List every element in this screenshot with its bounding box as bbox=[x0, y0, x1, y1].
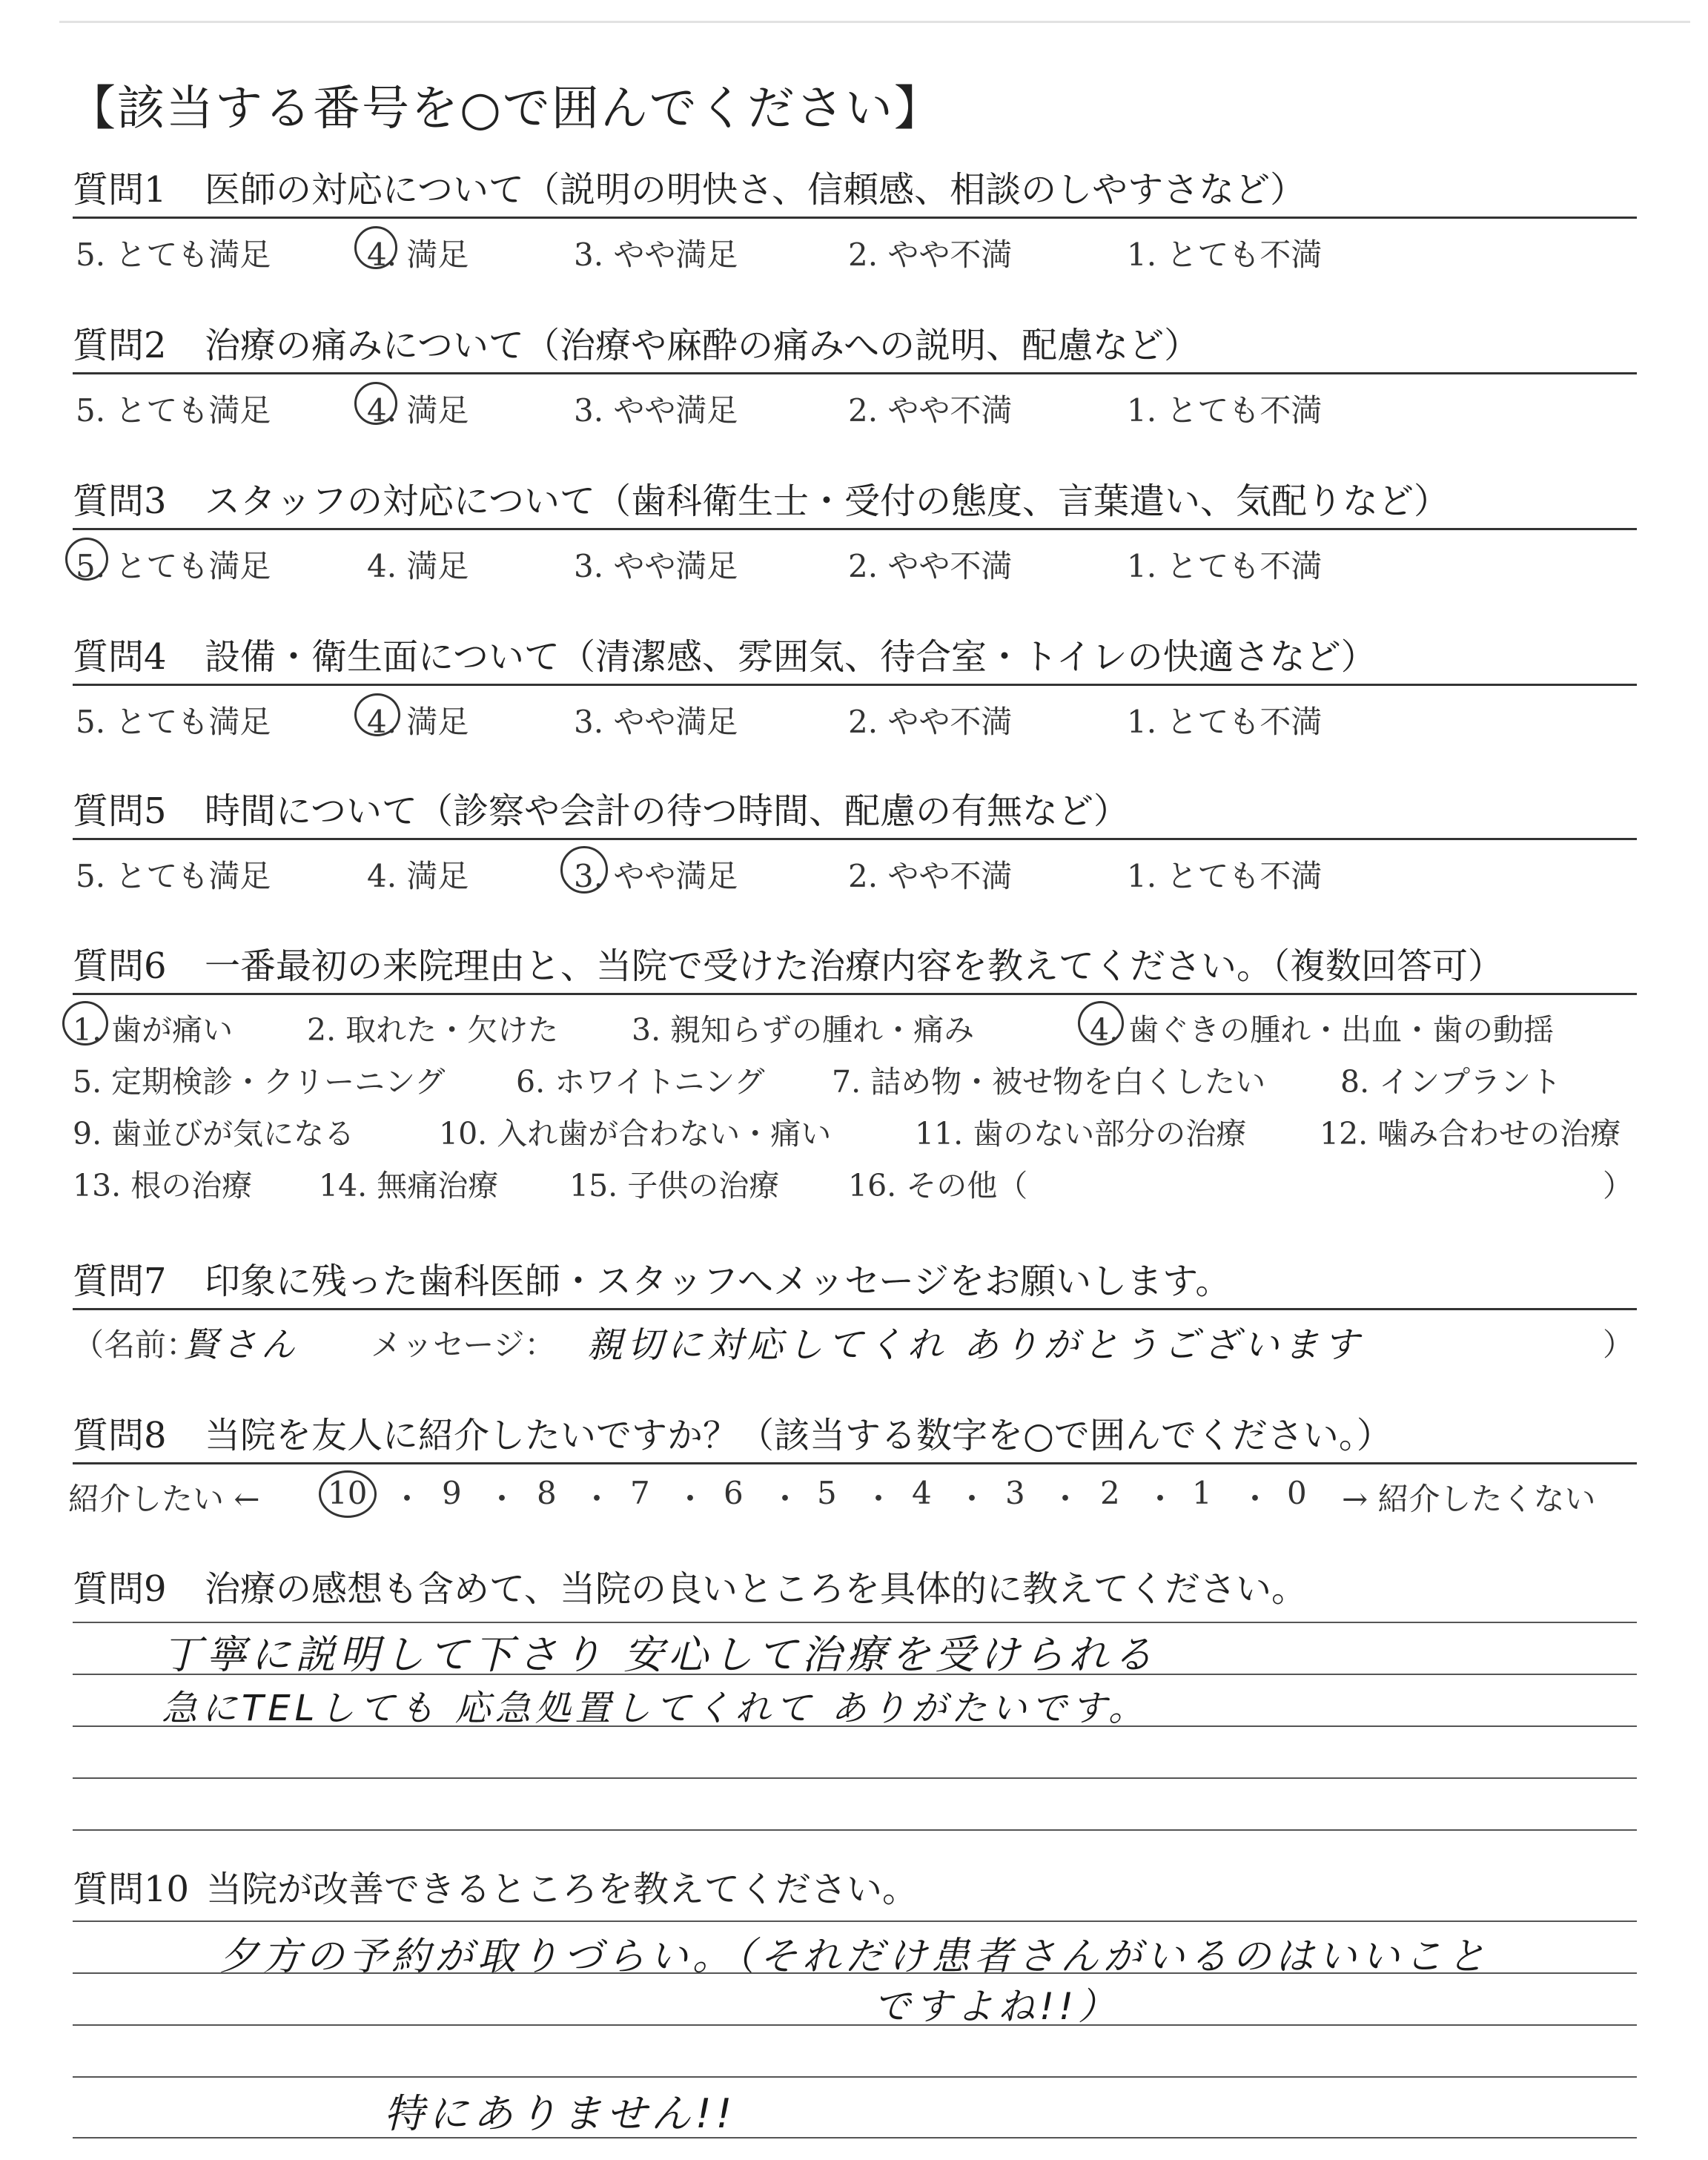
scale-7[interactable]: 7 bbox=[630, 1475, 650, 1511]
question-text: 治療の感想も含めて、当院の良いところを具体的に教えてください。 bbox=[205, 1568, 1308, 1610]
question-5 bbox=[73, 790, 1637, 894]
option-14[interactable]: 14. 無痛治療 bbox=[319, 1168, 499, 1203]
option-4[interactable]: 4. 満足 bbox=[367, 858, 469, 894]
top-rule bbox=[59, 21, 1690, 23]
handwritten-answer: 夕方の予約が取りづらい。（それだけ患者さんがいるのはいいこと bbox=[219, 1935, 1491, 1979]
rating-options bbox=[73, 686, 1637, 739]
question-1 bbox=[73, 169, 1637, 272]
rating-options bbox=[73, 840, 1637, 894]
ruled-line bbox=[73, 1920, 1637, 1922]
scale-10[interactable]: 10 bbox=[328, 1475, 368, 1511]
question-number: 質問8 bbox=[73, 1415, 167, 1456]
option-1[interactable]: 1. とても不満 bbox=[1127, 704, 1323, 740]
question-header bbox=[73, 1869, 1637, 1916]
ruled-line bbox=[73, 2137, 1637, 2138]
question-number: 質問6 bbox=[73, 945, 167, 987]
question-header bbox=[73, 1415, 1637, 1464]
scale-dot: ・ bbox=[1239, 1481, 1271, 1517]
question-text: 印象に残った歯科医師・スタッフへメッセージをお願いします。 bbox=[205, 1261, 1231, 1302]
option-1[interactable]: 1. とても不満 bbox=[1127, 548, 1323, 584]
scale-dot: ・ bbox=[1145, 1481, 1176, 1517]
option-1[interactable]: 1. 歯が痛い bbox=[73, 1012, 234, 1048]
message-value[interactable]: 親切に対応してくれ ありがとうございます bbox=[587, 1324, 1364, 1366]
question-header bbox=[73, 169, 1637, 219]
question-text: 治療の痛みについて（治療や麻酔の痛みへの説明、配慮など） bbox=[205, 325, 1200, 366]
question-6 bbox=[73, 945, 1637, 1203]
question-header bbox=[73, 480, 1637, 530]
option-4[interactable]: 4. 満足 bbox=[367, 548, 469, 584]
question-header bbox=[73, 945, 1637, 995]
question-number: 質問4 bbox=[73, 636, 167, 678]
question-text: 当院を友人に紹介したいですか？（該当する数字を○で囲んでください。） bbox=[205, 1415, 1392, 1456]
option-4[interactable]: 4. 歯ぐきの腫れ・出血・歯の動揺 bbox=[1090, 1012, 1555, 1048]
option-5[interactable]: 5. 定期検診・クリーニング bbox=[73, 1064, 446, 1100]
question-header bbox=[73, 636, 1637, 686]
option-3[interactable]: 3. やや満足 bbox=[574, 237, 738, 273]
name-label: （名前： bbox=[73, 1327, 198, 1363]
option-3[interactable]: 3. やや満足 bbox=[574, 392, 738, 429]
option-5[interactable]: 5. とても満足 bbox=[76, 548, 271, 584]
option-5[interactable]: 5. とても満足 bbox=[76, 237, 271, 273]
question-header bbox=[73, 325, 1637, 374]
option-row bbox=[73, 995, 1637, 1047]
scale-dot: ・ bbox=[486, 1481, 518, 1517]
recommend-scale bbox=[68, 1464, 1637, 1521]
option-1[interactable]: 1. とても不満 bbox=[1127, 858, 1323, 894]
handwritten-answer: 特にありません!! bbox=[384, 2090, 737, 2137]
question-number: 質問3 bbox=[73, 480, 167, 522]
option-4[interactable]: 4. 満足 bbox=[367, 704, 469, 740]
scale-0[interactable]: 0 bbox=[1287, 1475, 1307, 1511]
question-text: 当院が改善できるところを教えてください。 bbox=[206, 1869, 918, 1910]
question-number: 質問2 bbox=[73, 325, 167, 366]
option-11[interactable]: 11. 歯のない部分の治療 bbox=[915, 1116, 1247, 1152]
option-15[interactable]: 15. 子供の治療 bbox=[569, 1168, 780, 1203]
option-4[interactable]: 4. 満足 bbox=[367, 392, 469, 429]
question-header bbox=[73, 1568, 1637, 1616]
question-number: 質問1 bbox=[73, 169, 167, 211]
question-text: 時間について（診察や会計の待つ時間、配慮の有無など） bbox=[205, 790, 1130, 832]
option-2[interactable]: 2. やや不満 bbox=[848, 392, 1013, 429]
question-text: 設備・衛生面について（清潔感、雰囲気、待合室・トイレの快適さなど） bbox=[205, 636, 1377, 678]
other-close-paren: ） bbox=[1603, 1168, 1633, 1203]
question-7 bbox=[73, 1261, 1637, 1367]
option-1[interactable]: 1. とても不満 bbox=[1127, 392, 1323, 429]
option-13[interactable]: 13. 根の治療 bbox=[73, 1168, 253, 1203]
scale-5[interactable]: 5 bbox=[817, 1475, 837, 1511]
message-close-paren: ） bbox=[1603, 1327, 1635, 1363]
rating-options bbox=[73, 374, 1637, 428]
option-2[interactable]: 2. やや不満 bbox=[848, 548, 1013, 584]
rating-options bbox=[73, 219, 1637, 272]
scale-dot: ・ bbox=[1050, 1481, 1082, 1517]
question-3 bbox=[73, 480, 1637, 584]
question-header bbox=[73, 790, 1637, 840]
ruled-line bbox=[73, 1777, 1637, 1779]
message-label: メッセージ： bbox=[371, 1327, 556, 1363]
option-2[interactable]: 2. やや不満 bbox=[848, 858, 1013, 894]
ruled-line bbox=[73, 1829, 1637, 1831]
scale-3[interactable]: 3 bbox=[1005, 1475, 1025, 1511]
handwritten-answer: ですよね!!） bbox=[873, 1985, 1120, 2028]
question-number: 質問7 bbox=[73, 1261, 167, 1302]
scale-right-label: → 紹介したくない bbox=[1342, 1481, 1596, 1517]
question-number: 質問10 bbox=[73, 1869, 190, 1910]
question-text: 医師の対応について（説明の明快さ、信頼感、相談のしやすさなど） bbox=[205, 169, 1306, 211]
option-3[interactable]: 3. やや満足 bbox=[574, 704, 738, 740]
option-9[interactable]: 9. 歯並びが気になる bbox=[73, 1116, 355, 1152]
option-3[interactable]: 3. やや満足 bbox=[574, 858, 738, 894]
option-3[interactable]: 3. やや満足 bbox=[574, 548, 738, 584]
ruled-line bbox=[73, 2024, 1637, 2026]
option-3[interactable]: 3. 親知らずの腫れ・痛み bbox=[632, 1012, 975, 1048]
name-value[interactable]: 賢さん bbox=[184, 1324, 299, 1364]
answer-area[interactable] bbox=[73, 1916, 1637, 2153]
scale-dot: ・ bbox=[769, 1481, 801, 1517]
scale-dot: ・ bbox=[581, 1481, 613, 1517]
option-2[interactable]: 2. 取れた・欠けた bbox=[307, 1012, 559, 1048]
question-4 bbox=[73, 636, 1637, 739]
scale-dot: ・ bbox=[956, 1481, 988, 1517]
option-6[interactable]: 6. ホワイトニング bbox=[516, 1064, 765, 1100]
handwritten-answer: 急にTELしても 応急処置してくれて ありがたいです。 bbox=[162, 1688, 1149, 1729]
scale-6[interactable]: 6 bbox=[724, 1475, 744, 1511]
question-2 bbox=[73, 325, 1637, 428]
option-2[interactable]: 2. やや不満 bbox=[848, 704, 1013, 740]
scale-dot: ・ bbox=[675, 1481, 706, 1517]
page-title: 【該当する番号を○で囲んでください】 bbox=[68, 82, 943, 136]
handwritten-answer: 丁寧に説明して下さり 安心して治療を受けられる bbox=[162, 1631, 1158, 1678]
scale-1[interactable]: 1 bbox=[1192, 1475, 1212, 1511]
question-header bbox=[73, 1261, 1637, 1310]
option-row bbox=[73, 1047, 1637, 1099]
option-4[interactable]: 4. 満足 bbox=[367, 237, 469, 273]
scale-dot: ・ bbox=[863, 1481, 895, 1517]
option-2[interactable]: 2. やや不満 bbox=[848, 237, 1013, 273]
scale-4[interactable]: 4 bbox=[912, 1475, 932, 1511]
question-text: スタッフの対応について（歯科衛生士・受付の態度、言葉遣い、気配りなど） bbox=[205, 480, 1450, 522]
ruled-line bbox=[73, 2076, 1637, 2078]
question-number: 質問5 bbox=[73, 790, 167, 832]
option-16[interactable]: 16. その他（ bbox=[848, 1168, 1028, 1203]
option-10[interactable]: 10. 入れ歯が合わない・痛い bbox=[439, 1116, 832, 1152]
question-number: 質問9 bbox=[73, 1568, 167, 1610]
rating-options bbox=[73, 530, 1637, 584]
option-5[interactable]: 5. とても満足 bbox=[76, 392, 271, 429]
scale-dot: ・ bbox=[391, 1481, 423, 1517]
option-8[interactable]: 8. インプラント bbox=[1340, 1064, 1562, 1100]
scale-9[interactable]: 9 bbox=[442, 1475, 462, 1511]
option-5[interactable]: 5. とても満足 bbox=[76, 858, 271, 894]
option-1[interactable]: 1. とても不満 bbox=[1127, 237, 1323, 273]
scale-left-label: 紹介したい ← bbox=[68, 1481, 260, 1517]
question-8 bbox=[68, 1415, 1637, 1521]
option-7[interactable]: 7. 詰め物・被せ物を白くしたい bbox=[832, 1064, 1266, 1100]
option-row bbox=[73, 1151, 1637, 1203]
question-text: 一番最初の来院理由と、当院で受けた治療内容を教えてください。（複数回答可） bbox=[205, 945, 1504, 987]
option-row bbox=[73, 1099, 1637, 1151]
option-12[interactable]: 12. 噛み合わせの治療 bbox=[1320, 1116, 1621, 1152]
question-10 bbox=[73, 1869, 1637, 2153]
scale-2[interactable]: 2 bbox=[1100, 1475, 1120, 1511]
message-line bbox=[73, 1310, 1637, 1367]
option-5[interactable]: 5. とても満足 bbox=[76, 704, 271, 740]
scale-8[interactable]: 8 bbox=[537, 1475, 557, 1511]
